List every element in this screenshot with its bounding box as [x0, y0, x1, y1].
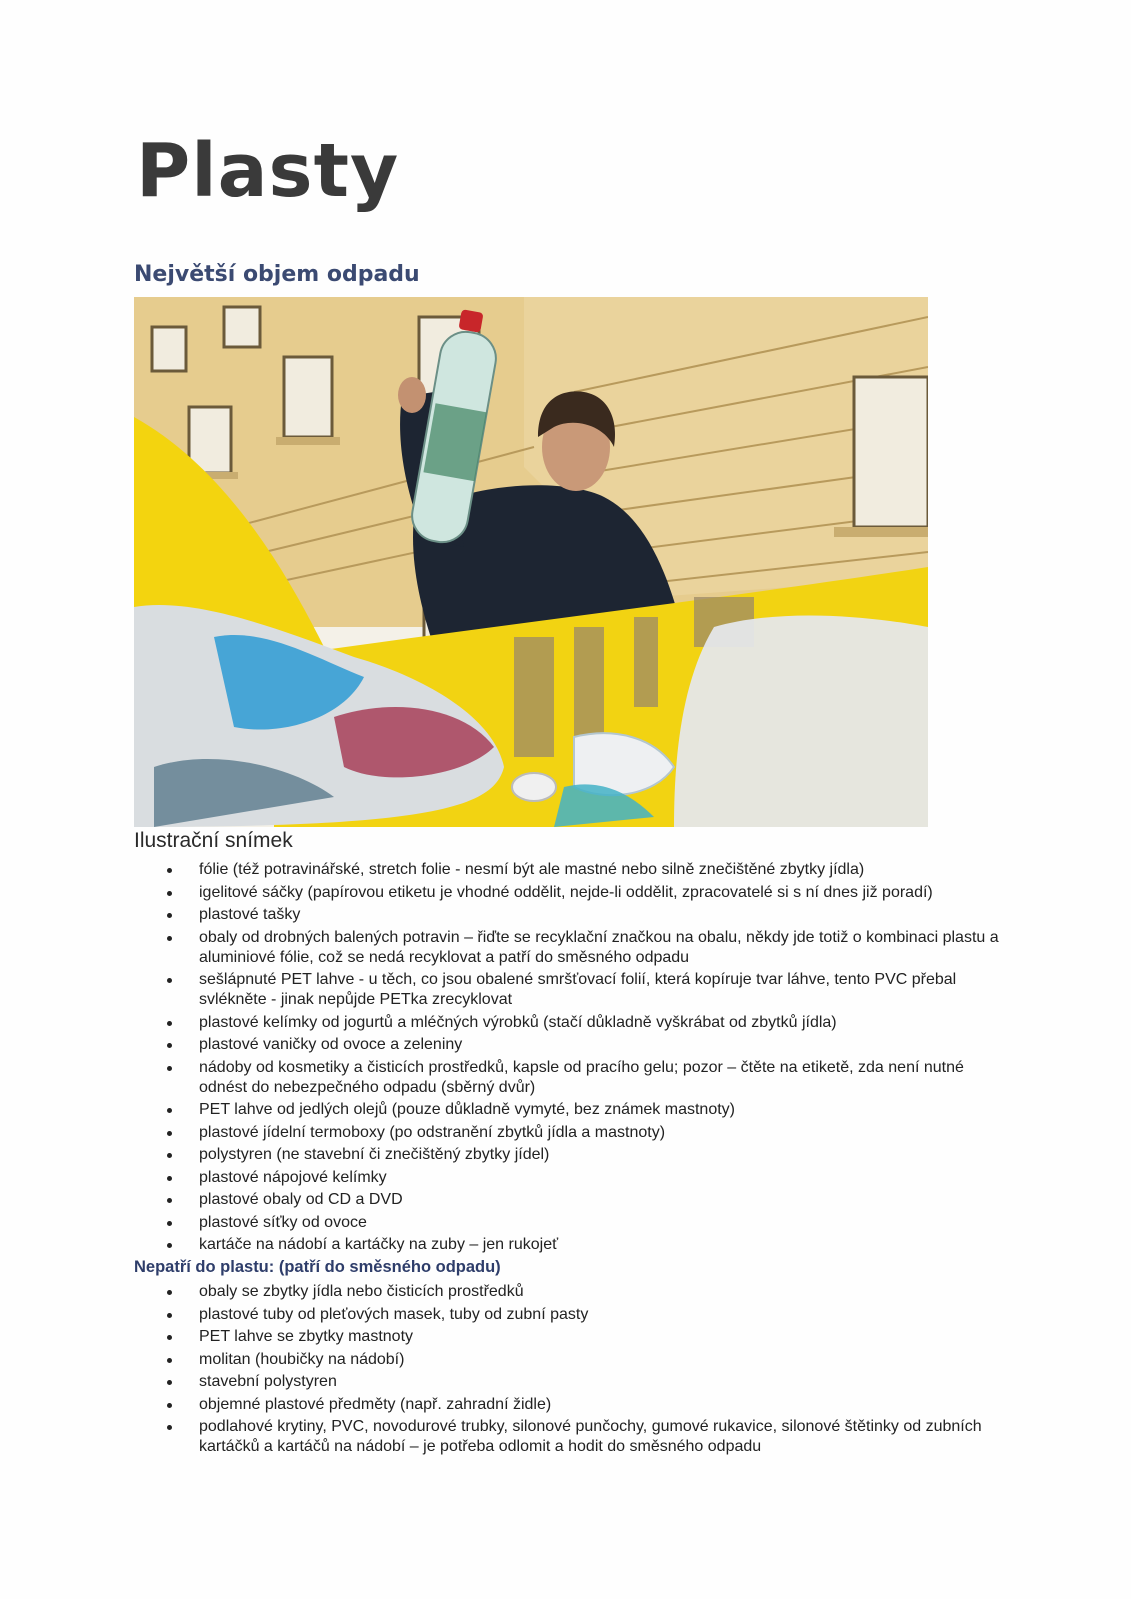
list-item: igelitové sáčky (papírovou etiketu je vhodné oddělit, nejde-li oddělit, zpracovatelé si s ní dnes již poradí)	[166, 883, 1006, 903]
list-item: plastové obaly od CD a DVD	[166, 1190, 1006, 1210]
belongs-list	[166, 860, 1006, 1258]
list-item: plastové jídelní termoboxy (po odstranění zbytků jídla a mastnoty)	[166, 1123, 1006, 1143]
list-item: nádoby od kosmetiky a čisticích prostředků, kapsle od pracího gelu; pozor – čtěte na etiketě, zda není nutné odnést do nebezpečného odpadu (sběrný dvůr)	[166, 1058, 1006, 1098]
list-item: plastové kelímky od jogurtů a mléčných výrobků (stačí důkladně vyškrábat od zbytků jídla)	[166, 1013, 1006, 1033]
list-item: objemné plastové předměty (např. zahradní židle)	[166, 1395, 1006, 1415]
page-subtitle: Největší objem odpadu	[134, 262, 420, 287]
illustration-photo	[134, 297, 928, 827]
list-item: plastové tuby od pleťových masek, tuby od zubní pasty	[166, 1305, 1006, 1325]
list-item: obaly od drobných balených potravin – řiďte se recyklační značkou na obalu, někdy jde totiž o kombinaci plastu a aluminiové fólie, což se nedá recyklovat a patří do směsného odpadu	[166, 928, 1006, 968]
recycling-photo-icon	[134, 297, 928, 827]
list-item: plastové vaničky od ovoce a zeleniny	[166, 1035, 1006, 1055]
list-item: PET lahve od jedlých olejů (pouze důkladně vymyté, bez známek mastnoty)	[166, 1100, 1006, 1120]
list-item: stavební polystyren	[166, 1372, 1006, 1392]
list-item: fólie (též potravinářské, stretch folie - nesmí být ale mastné nebo silně znečištěné zbytky jídla)	[166, 860, 1006, 880]
not-belongs-list	[166, 1282, 1006, 1460]
photo-caption: Ilustrační snímek	[134, 829, 293, 852]
page-title: Plasty	[136, 128, 400, 214]
list-item: sešlápnuté PET lahve - u těch, co jsou obalené smršťovací folií, která kopíruje tvar láhve, tento PVC přebal svlékněte - jinak nepůjde PETka zrecyklovat	[166, 970, 1006, 1010]
list-item: podlahové krytiny, PVC, novodurové trubky, silonové punčochy, gumové rukavice, silonové štětinky od zubních kartáčků a kartáčů na nádobí – je potřeba odlomit a hodit do směsného odpadu	[166, 1417, 1006, 1457]
list-item: molitan (houbičky na nádobí)	[166, 1350, 1006, 1370]
list-item: plastové nápojové kelímky	[166, 1168, 1006, 1188]
list-item: kartáče na nádobí a kartáčky na zuby – jen rukojeť	[166, 1235, 1006, 1255]
list-item: plastové tašky	[166, 905, 1006, 925]
list-item: plastové síťky od ovoce	[166, 1213, 1006, 1233]
list-item: polystyren (ne stavební či znečištěný zbytky jídel)	[166, 1145, 1006, 1165]
list-item: obaly se zbytky jídla nebo čisticích prostředků	[166, 1282, 1006, 1302]
not-belongs-heading: Nepatří do plastu: (patří do směsného odpadu)	[134, 1258, 501, 1276]
list-item: PET lahve se zbytky mastnoty	[166, 1327, 1006, 1347]
